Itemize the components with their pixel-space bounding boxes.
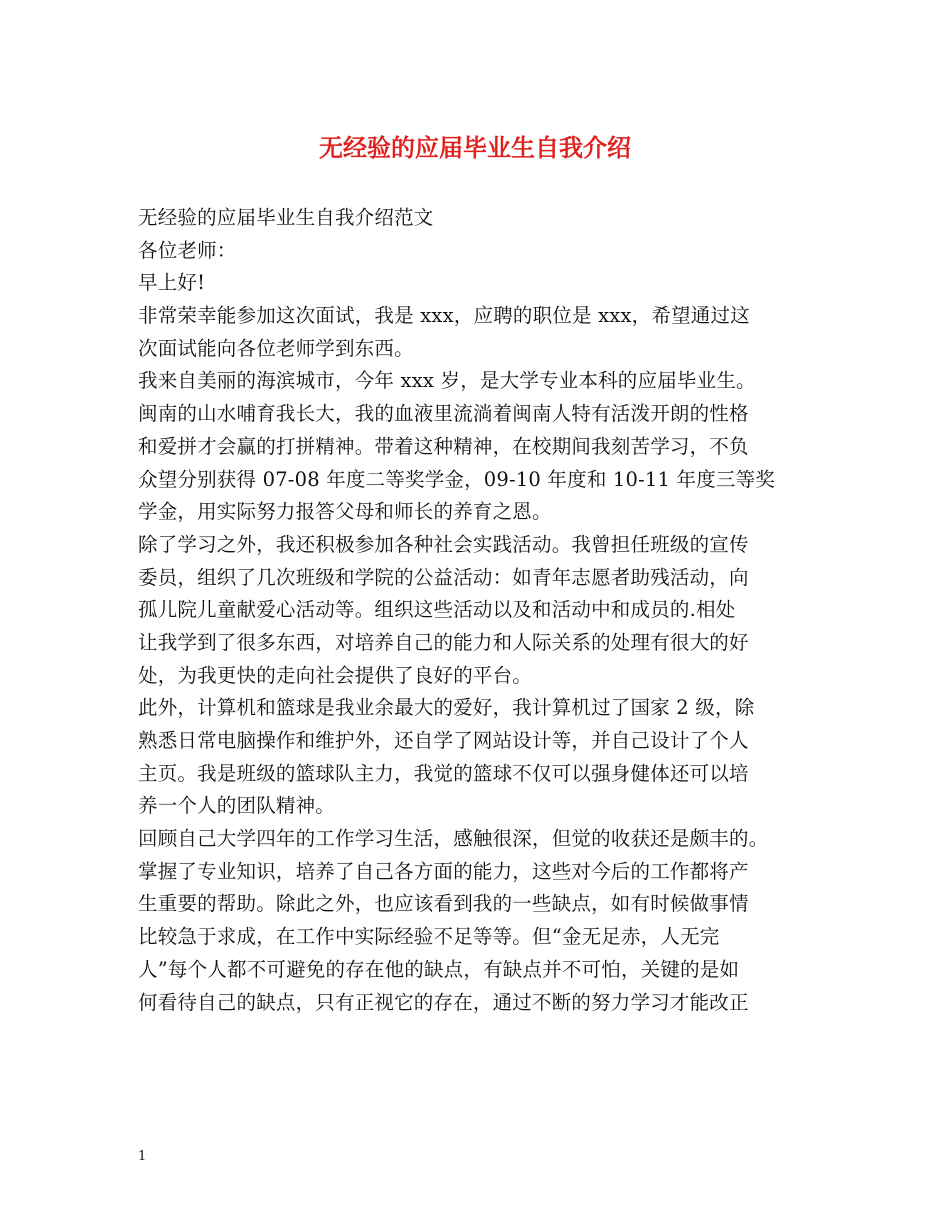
text-line: 让我学到了很多东西，对培养自己的能力和人际关系的处理有很大的好 [138,630,749,654]
text-line: 此外，计算机和篮球是我业余最大的爱好，我计算机过了国家 2 级，除 [138,696,755,720]
text-line: 比较急于求成，在工作中实际经验不足等等。但“金无足赤，人无完 [138,925,720,949]
text-line: 何看待自己的缺点，只有正视它的存在，通过不断的努力学习才能改正 [138,990,749,1014]
text-line: 闽南的山水哺育我长大，我的血液里流淌着闽南人特有活泼开朗的性格 [138,402,749,426]
text-line: 众望分别获得 07-08 年度二等奖学金，09-10 年度和 10-11 年度三等奖 [138,467,776,491]
text-line: 次面试能向各位老师学到东西。 [138,336,414,360]
text-line: 委员，组织了几次班级和学院的公益活动：如青年志愿者助残活动，向 [138,565,749,589]
text-line: 回顾自己大学四年的工作学习生活，感触很深，但觉的收获还是颇丰的。 [138,827,769,851]
text-line: 生重要的帮助。除此之外，也应该看到我的一些缺点，如有时候做事情 [138,892,749,916]
page-number: 1 [138,1149,147,1164]
text-line: 无经验的应届毕业生自我介绍范文 [138,206,434,229]
text-line: 除了学习之外，我还积极参加各种社会实践活动。我曾担任班级的宣传 [138,532,749,556]
text-line: 我来自美丽的海滨城市，今年 xxx 岁，是大学专业本科的应届毕业生。 [138,369,756,393]
text-line: 孤儿院儿童献爱心活动等。组织这些活动以及和活动中和成员的.相处 [138,598,736,622]
text-line: 处，为我更快的走向社会提供了良好的平台。 [138,663,533,687]
text-line: 养一个人的团队精神。 [138,794,336,818]
text-line: 掌握了专业知识，培养了自己各方面的能力，这些对今后的工作都将产 [138,859,749,883]
text-line: 主页。我是班级的篮球队主力，我觉的篮球不仅可以强身健体还可以培 [138,761,749,785]
text-line: 学金，用实际努力报答父母和师长的养育之恩。 [138,500,552,524]
document-body [138,202,828,1019]
text-line: 和爱拼才会赢的打拼精神。带着这种精神，在校期间我刻苦学习，不负 [138,434,749,458]
text-line: 非常荣幸能参加这次面试，我是 xxx，应聘的职位是 xxx，希望通过这 [138,304,750,328]
text-line: 早上好! [138,271,206,295]
text-line: 人”每个人都不可避免的存在他的缺点，有缺点并不可怕，关键的是如 [138,957,740,981]
text-line: 各位老师： [138,238,237,262]
document-title: 无经验的应届毕业生自我介绍 [319,133,631,162]
text-line: 熟悉日常电脑操作和维护外，还自学了网站设计等，并自己设计了个人 [138,729,749,752]
